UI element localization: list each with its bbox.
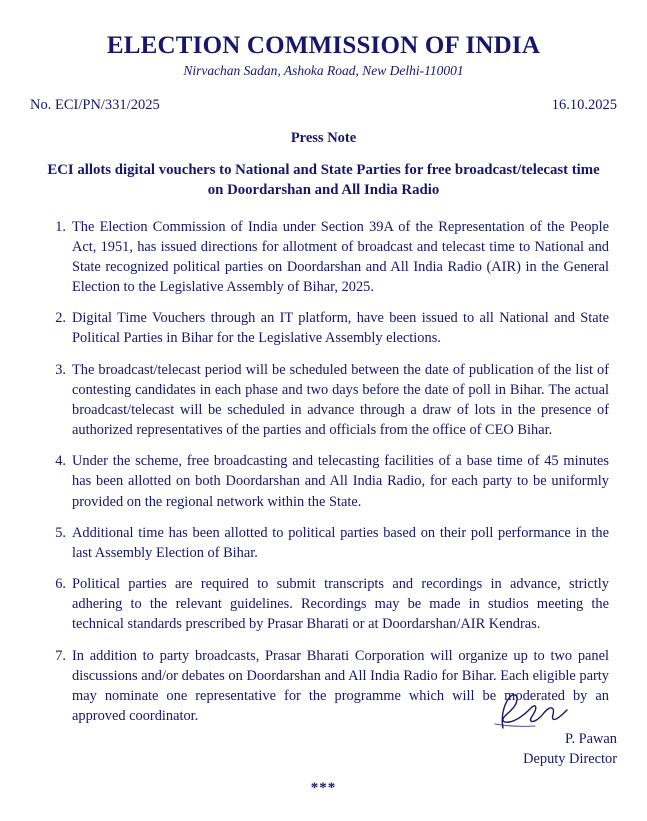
document-meta xyxy=(30,97,617,114)
reference-number: No. ECI/PN/331/2025 xyxy=(30,96,160,113)
signatory-designation: Deputy Director xyxy=(523,750,617,767)
document-date: 16.10.2025 xyxy=(551,96,617,113)
list-item: The broadcast/telecast period will be scheduled between the date of publication of the list of contesting candidates in each phase and two days before the date of poll in Bihar. The actual broadcast/telecast will be scheduled in advance through a draw of lots in the presence of authorized representatives of the parties and officials from the office of CEO Bihar. xyxy=(72,361,609,439)
list-item: Additional time has been allotted to political parties based on their poll performance in the last Assembly Election of Bihar. xyxy=(72,524,609,561)
signature-block xyxy=(377,690,617,769)
signatory-name: P. Pawan xyxy=(565,731,617,748)
list-item: Political parties are required to submit transcripts and recordings in advance, strictly adhering to the relevant guidelines. Recordings may be made in studios meeting the technical standards prescribed by Prasar Bharati or at Doordarshan/AIR Kendras. xyxy=(72,576,609,633)
end-mark: *** xyxy=(310,780,337,796)
organization-title: ELECTION COMMISSION OF INDIA xyxy=(106,32,541,59)
signature-icon xyxy=(377,690,617,728)
list-item: Digital Time Vouchers through an IT platform, have been issued to all National and State Political Parties in Bihar for the Legislative Assembly elections. xyxy=(72,310,609,347)
page-title: ECI allots digital vouchers to National and State Parties for free broadcast/telecast time on Doordarshan and All India Radio xyxy=(47,161,600,198)
list-item: Under the scheme, free broadcasting and telecasting facilities of a base time of 45 minutes has been allotted on both Doordarshan and All India Radio, for each party to be uniformly provided on the regional network within the State. xyxy=(72,453,609,510)
points-list xyxy=(30,217,617,726)
list-item: In addition to party broadcasts, Prasar Bharati Corporation will organize up to two panel discussions and/or debates on Doordarshan and All India Radio for Bihar. Each eligible party may nominate one representative for the programme which will be moderated by an approved coordinator. xyxy=(72,647,609,724)
document-type-label: Press Note xyxy=(290,129,357,146)
organization-address: Nirvachan Sadan, Ashoka Road, New Delhi-110001 xyxy=(183,62,464,78)
list-item: The Election Commission of India under Section 39A of the Representation of the People Act, 1951, has issued directions for allotment of broadcast and telecast time to National and State recognized political parties on Doordarshan and All India Radio (AIR) in the General Election to the Legislative Assembly of Bihar, 2025. xyxy=(72,218,609,296)
